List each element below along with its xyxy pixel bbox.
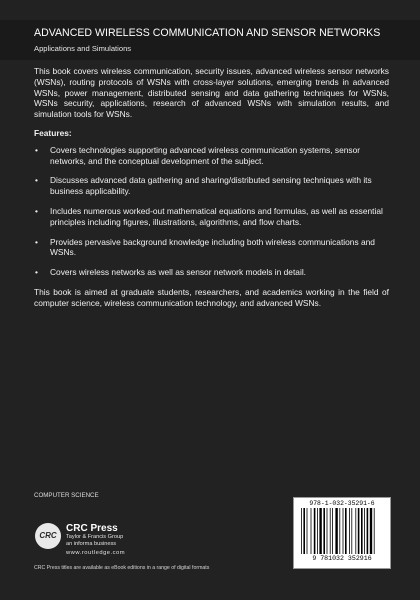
title-band xyxy=(0,20,420,60)
feature-item: • Includes numerous worked-out mathematical equations and formulas, as well as essential principles including figures, illustrations, algorithms, and flow charts. xyxy=(35,205,383,227)
features-heading: Features: xyxy=(34,127,72,138)
barcode xyxy=(293,497,391,569)
publisher-website: www.routledge.com xyxy=(66,550,126,556)
book-title: ADVANCED WIRELESS COMMUNICATION AND SENSOR NETWORKS xyxy=(34,27,381,39)
publisher-name: CRC Press xyxy=(66,523,118,534)
ebook-note: CRC Press titles are available as eBook editions in a range of digital formats xyxy=(34,565,210,571)
feature-item: • Covers wireless networks as well as sensor network models in detail. xyxy=(35,267,307,278)
publisher-group: Taylor & Francis Group xyxy=(66,534,124,540)
book-subtitle: Applications and Simulations xyxy=(34,44,132,53)
isbn-label: 978-1-032-35291-6 xyxy=(309,500,375,507)
bullet-icon: • xyxy=(35,144,38,155)
publisher-tagline: an informa business xyxy=(66,541,117,547)
bullet-icon: • xyxy=(35,267,38,278)
barcode-bars xyxy=(294,508,390,556)
subject-category: COMPUTER SCIENCE xyxy=(34,492,99,499)
publisher-block xyxy=(66,523,125,556)
feature-item: • Discusses advanced data gathering and sharing/distributed sensing techniques with its business applicability. xyxy=(35,175,372,197)
barcode-number: 9 781032 352916 xyxy=(312,555,372,562)
back-cover-text xyxy=(34,66,389,309)
bullet-icon: • xyxy=(35,236,38,247)
bullet-icon: • xyxy=(35,175,38,186)
features-list xyxy=(34,145,389,278)
logo-text: CRC xyxy=(39,531,57,540)
crc-logo-icon xyxy=(35,523,61,549)
bullet-icon: • xyxy=(35,205,38,216)
closing-paragraph: This book is aimed at graduate students, researchers, and academics working in the field of computer science, wireless communication technology, and advanced WSNs. xyxy=(34,286,389,308)
feature-item: • Covers technologies supporting advanced wireless communication systems, sensor networks, and the conceptual development of the subject. xyxy=(35,144,361,166)
intro-paragraph: This book covers wireless communication, security issues, advanced wireless sensor networks (WSNs), routing protocols of WSNs with cross-layer solutions, emerging trends in advanced WSNs, power management, distributed sensing and data gathering techniques for WSNs, WSNs security, applications, research of advanced WSNs with simulation results, and simulation tools for WSNs. xyxy=(34,66,389,120)
feature-item: • Provides pervasive background knowledge including both wireless communications and WSNs. xyxy=(35,236,375,258)
